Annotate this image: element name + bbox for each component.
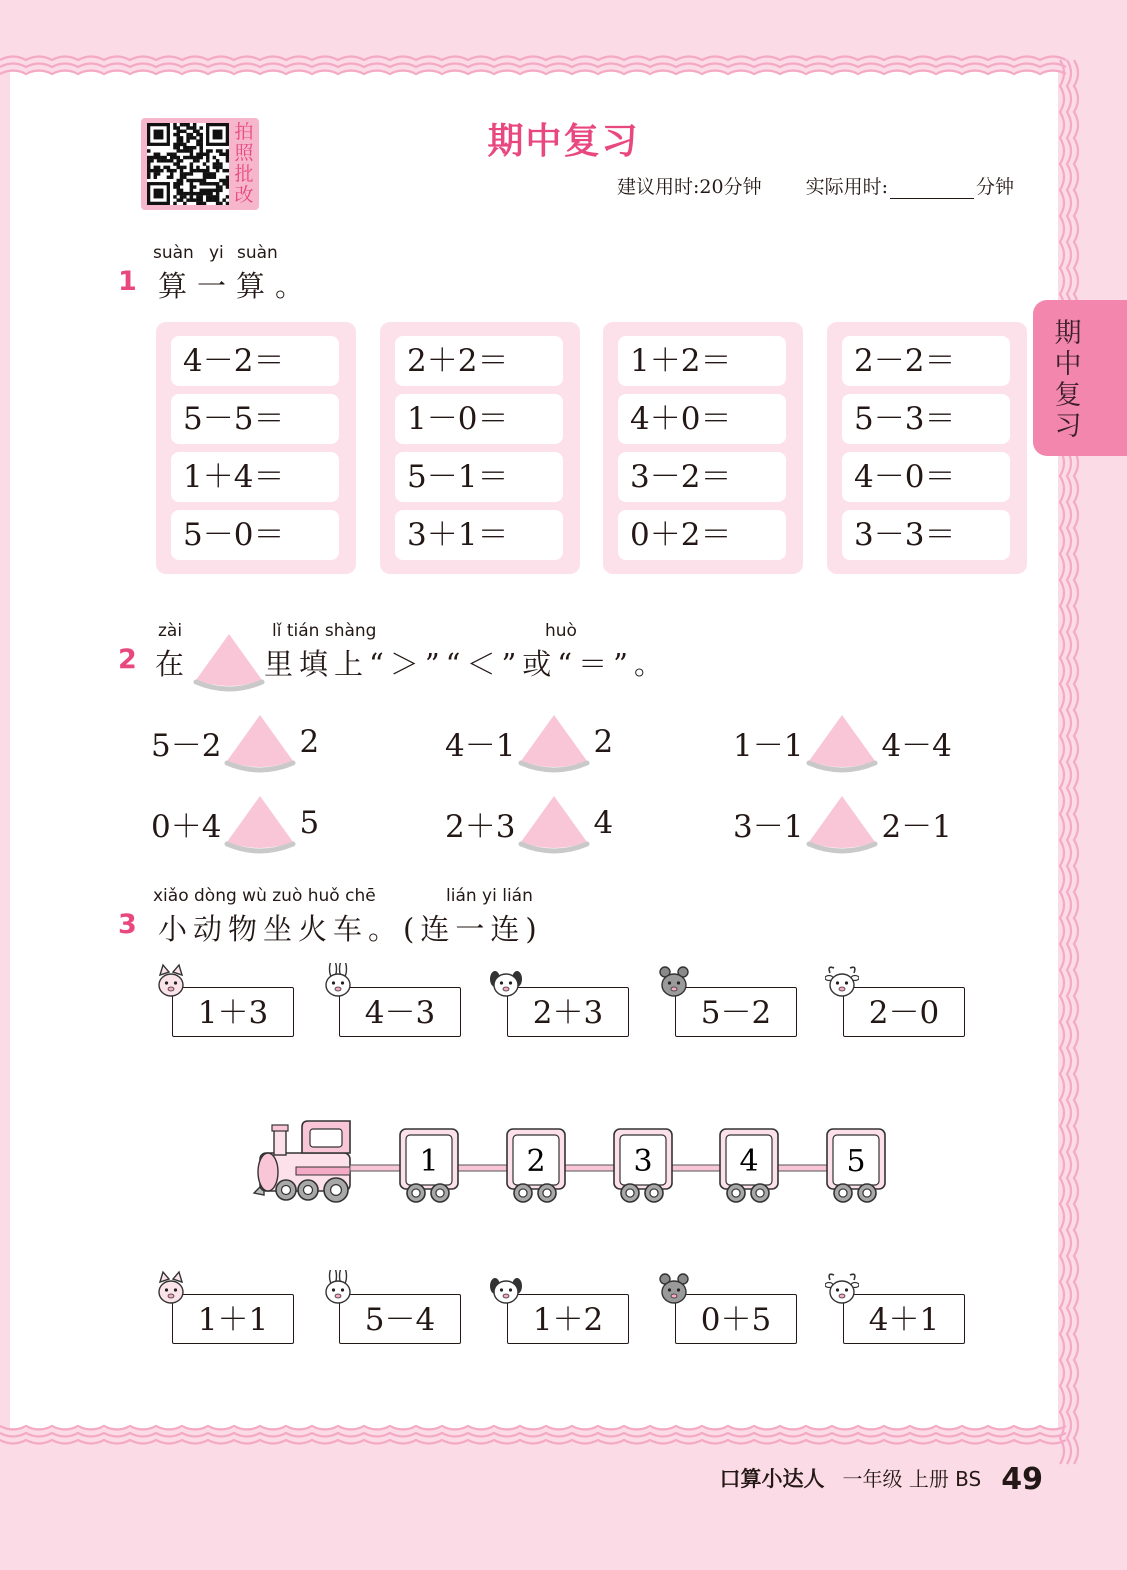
expression-card[interactable]: 1＋1 xyxy=(172,1294,294,1344)
wheel-icon xyxy=(431,1184,449,1202)
expression-card[interactable]: 5－2 xyxy=(675,987,797,1037)
footer-brand: 口算小达人 xyxy=(719,1467,825,1491)
section-2-pinyin-li-tian-shang: lǐ tián shàng xyxy=(272,621,377,641)
watermelon-answer-slot[interactable] xyxy=(805,711,879,773)
wheel-icon xyxy=(407,1184,425,1202)
train-car-number: 5 xyxy=(846,1144,866,1179)
train-car-number: 4 xyxy=(739,1144,759,1179)
section-2-text-before: 在 xyxy=(155,647,191,681)
expression-card[interactable]: 2－0 xyxy=(843,987,965,1037)
train-car[interactable] xyxy=(400,1129,458,1189)
frame-wave-line xyxy=(1067,60,1071,1464)
cat-icon xyxy=(154,1270,188,1310)
train-coupler xyxy=(776,1165,827,1171)
side-tab[interactable] xyxy=(1033,300,1127,456)
calc-problem[interactable]: 3＋1＝ xyxy=(395,510,563,560)
calc-problem[interactable]: 1－0＝ xyxy=(395,394,563,444)
train xyxy=(250,1115,890,1207)
side-tab-label: 期中复习 xyxy=(1054,318,1082,442)
dog-icon xyxy=(489,1270,523,1310)
calc-problem[interactable]: 5－3＝ xyxy=(842,394,1010,444)
expression-card[interactable]: 0＋5 xyxy=(675,1294,797,1344)
compare-item xyxy=(445,711,613,773)
expression-card[interactable]: 2＋3 xyxy=(507,987,629,1037)
train-car-number: 2 xyxy=(526,1144,546,1179)
calc-problem[interactable]: 0＋2＝ xyxy=(618,510,786,560)
time-row xyxy=(617,172,1014,199)
compare-item xyxy=(733,711,952,773)
actual-time-label: 实际用时: xyxy=(805,176,888,198)
wheel-icon xyxy=(298,1180,318,1200)
calc-problem[interactable]: 4－0＝ xyxy=(842,452,1010,502)
cow-icon xyxy=(825,1270,859,1310)
watermelon-answer-slot[interactable] xyxy=(517,792,591,854)
section-2-pinyin-huo: huò xyxy=(545,621,577,641)
calc-problem[interactable]: 3－3＝ xyxy=(842,510,1010,560)
section-1-pinyin-1: suàn xyxy=(153,243,194,263)
frame-wave-line xyxy=(0,57,1066,61)
compare-item xyxy=(151,711,319,773)
wheel-icon xyxy=(621,1184,639,1202)
wheel-icon xyxy=(514,1184,532,1202)
wheel-icon xyxy=(751,1184,769,1202)
wheel-icon xyxy=(834,1184,852,1202)
calc-column xyxy=(380,322,580,574)
rabbit-icon xyxy=(321,1270,355,1310)
footer-info: 一年级 上册 BS xyxy=(842,1467,982,1491)
compare-left: 1－1 xyxy=(733,727,804,764)
section-1-number: 1 xyxy=(118,266,137,297)
train-car[interactable] xyxy=(827,1129,885,1189)
expression-card[interactable]: 1＋2 xyxy=(507,1294,629,1344)
section-1-instruction: 算一算。 xyxy=(158,269,315,303)
compare-left: 0＋4 xyxy=(151,808,222,845)
train-car-number: 3 xyxy=(633,1144,653,1179)
compare-left: 4－1 xyxy=(445,727,516,764)
section-3-instruction: 小动物坐火车。(连一连) xyxy=(158,912,543,946)
section-2-pinyin-zai: zài xyxy=(158,621,183,641)
wheel-icon xyxy=(276,1180,296,1200)
calc-problem[interactable]: 4＋0＝ xyxy=(618,394,786,444)
section-2-text-after: 里填上“＞”“＜”或“＝”。 xyxy=(264,647,669,681)
calc-problem[interactable]: 4－2＝ xyxy=(171,336,339,386)
compare-left: 2＋3 xyxy=(445,808,516,845)
train-coupler xyxy=(456,1165,507,1171)
compare-right: 4 xyxy=(593,805,614,841)
train-car[interactable] xyxy=(720,1129,778,1189)
train-car[interactable] xyxy=(614,1129,672,1189)
bear-icon xyxy=(657,963,691,1003)
compare-left: 5－2 xyxy=(151,727,222,764)
section-3-pinyin-b: lián yi lián xyxy=(446,886,533,906)
section-3-number: 3 xyxy=(118,909,137,940)
cow-icon xyxy=(825,963,859,1003)
frame-wave-line xyxy=(1074,60,1078,1464)
compare-right: 4－4 xyxy=(881,727,952,764)
section-3-pinyin-a: xiǎo dòng wù zuò huǒ chē xyxy=(153,886,376,906)
compare-right: 5 xyxy=(299,805,320,841)
suggested-time: 建议用时:20分钟 xyxy=(616,176,762,198)
frame-wave-line xyxy=(0,1433,1066,1437)
frame-wave-line xyxy=(0,1440,1066,1444)
frame-wave-line xyxy=(1060,60,1064,1464)
calc-problem[interactable]: 5－5＝ xyxy=(171,394,339,444)
section-1-pinyin-3: suàn xyxy=(237,243,278,263)
wheel-icon xyxy=(727,1184,745,1202)
train-coupler xyxy=(350,1165,400,1171)
expression-card[interactable]: 5－4 xyxy=(339,1294,461,1344)
wheel-icon xyxy=(645,1184,663,1202)
compare-right: 2 xyxy=(593,724,614,760)
expression-card[interactable]: 4－3 xyxy=(339,987,461,1037)
wheel-icon xyxy=(538,1184,556,1202)
watermelon-answer-slot[interactable] xyxy=(517,711,591,773)
page-number: 49 xyxy=(1001,1462,1043,1497)
calc-problem[interactable]: 5－1＝ xyxy=(395,452,563,502)
wheel-icon xyxy=(324,1178,348,1202)
train-car-number: 1 xyxy=(419,1144,439,1179)
actual-time-unit: 分钟 xyxy=(975,176,1014,198)
actual-time-blank[interactable] xyxy=(890,178,974,199)
expression-card[interactable]: 1＋3 xyxy=(172,987,294,1037)
calc-problem[interactable]: 1＋4＝ xyxy=(171,452,339,502)
watermelon-answer-slot[interactable] xyxy=(223,792,297,854)
compare-item xyxy=(151,792,319,854)
calc-problem[interactable]: 2＋2＝ xyxy=(395,336,563,386)
compare-left: 3－1 xyxy=(733,808,804,845)
compare-right: 2 xyxy=(299,724,320,760)
expression-card[interactable]: 4＋1 xyxy=(843,1294,965,1344)
calc-column xyxy=(603,322,803,574)
footer xyxy=(719,1462,1043,1497)
dog-icon xyxy=(489,963,523,1003)
train-coupler xyxy=(670,1165,720,1171)
watermelon-answer-slot[interactable] xyxy=(805,792,879,854)
wheel-icon xyxy=(858,1184,876,1202)
section-1-pinyin-2: yi xyxy=(209,243,224,263)
bear-icon xyxy=(657,1270,691,1310)
watermelon-wedge-icon xyxy=(192,630,266,692)
calc-problem[interactable]: 2－2＝ xyxy=(842,336,1010,386)
calc-column xyxy=(156,322,356,574)
frame-wave-line xyxy=(0,64,1066,68)
cat-icon xyxy=(154,963,188,1003)
calc-problem[interactable]: 3－2＝ xyxy=(618,452,786,502)
calc-problem[interactable]: 5－0＝ xyxy=(171,510,339,560)
watermelon-answer-slot[interactable] xyxy=(223,711,297,773)
page-title: 期中复习 xyxy=(487,121,640,162)
compare-right: 2－1 xyxy=(881,808,952,845)
section-2-number: 2 xyxy=(118,644,137,675)
calc-column xyxy=(827,322,1027,574)
train-coupler xyxy=(563,1165,614,1171)
train-car[interactable] xyxy=(507,1129,565,1189)
qr-label: 拍照批改 xyxy=(234,121,254,206)
compare-item xyxy=(733,792,952,854)
rabbit-icon xyxy=(321,963,355,1003)
calc-problem[interactable]: 1＋2＝ xyxy=(618,336,786,386)
compare-item xyxy=(445,792,613,854)
